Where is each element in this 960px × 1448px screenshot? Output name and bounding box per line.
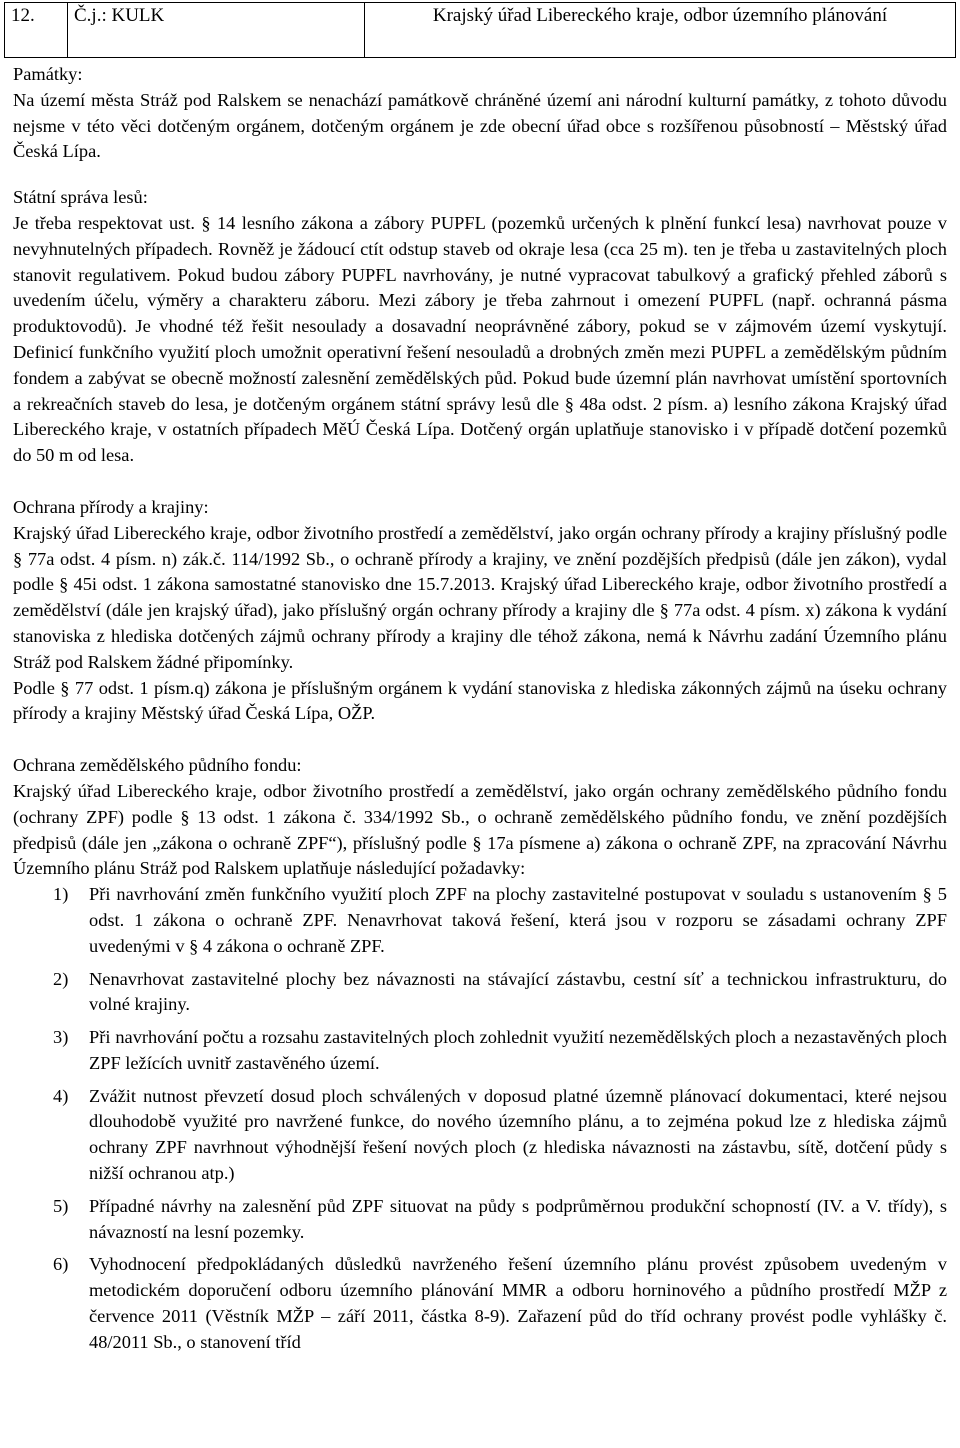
section-text-zpf: Krajský úřad Libereckého kraje, odbor životního prostředí a zemědělství, jako orgán ochrany zemědělského půdního fondu (ochrany ZPF) podle § 13 odst. 1 zákona č. 334/1992 Sb., o ochraně zemědělského půdního fondu, ve znění pozdějších předpisů (dále jen „zákona o ochraně ZPF“), příslušný podle § 17a písmene a) zákona o ochraně ZPF, na zpracování Návrhu Územního plánu Stráž pod Ralskem uplatňuje následující požadavky: — [13, 780, 947, 879]
item-number: 12. — [5, 3, 68, 58]
list-item-text: Případné návrhy na zalesnění půd ZPF situovat na půdy s podprůměrnou produkční schopností (IV. a V. třídy), s návazností na lesní pozemky. — [89, 1195, 947, 1242]
list-item-number: 4) — [53, 1085, 69, 1106]
section-text-lesy: Je třeba respektovat ust. § 14 lesního zákona a zábory PUPFL (pozemků určených k plnění funkcí lesa) navrhovat pouze v nevyhnutelných případech. Rovněž je žádoucí ctít odstup staveb od okraje lesa (cca 25 m). ten je třeba u zastavitelných ploch stanovit regulativem. Pokud budou zábory PUPFL navrhovány, je nutné vypracovat tabulkový a grafický přehled záborů s uvedením účelu, výměry a charakteru záboru. Mezi zábory je třeba zahrnout i omezení PUPFL (např. ochranná pásma produktovodů). Je vhodné též řešit nesoulady a dosavadní neoprávněné zábory, pokud se v zájmovém území vyskytují. Definicí funkčního využití ploch umožnit operativní řešení nesouladů a drobných změn mezi PUPFL a zemědělským půdním fondem a zabývat se obecně možností zalesnění zemědělských půd. Pokud bude územní plán navrhovat umístění sportovních a rekreačních staveb do lesa, je dotčeným orgánem státní správy lesů dle § 48a odst. 2 písm. a) lesního zákona Krajský úřad Libereckého kraje, v ostatních případech MěÚ Česká Lípa. Dotčený orgán uplatňuje stanovisko i v případě dotčení pozemků do 50 m od lesa. — [13, 212, 947, 466]
header-table — [4, 2, 956, 58]
document-body — [13, 62, 947, 1363]
requirements-list — [13, 882, 947, 1356]
list-item-text: Při navrhování změn funkčního využití ploch ZPF na plochy zastavitelné postupovat v souladu s ustanovením § 5 odst. 1 zákona o ochraně ZPF. Nenavrhovat taková řešení, která jsou v rozporu se zásadami ochrany ZPF uvedenými v § 4 zákona o ochraně ZPF. — [89, 884, 947, 956]
list-item-text: Při navrhování počtu a rozsahu zastavitelných ploch zohlednit využití nezemědělských ploch a nezastavěných ploch ZPF ležících uvnitř zastavěného území. — [89, 1027, 947, 1073]
list-item-number: 6) — [53, 1254, 69, 1275]
list-item-number: 5) — [53, 1195, 69, 1216]
section-heading-zpf: Ochrana zemědělského půdního fondu: — [13, 755, 302, 776]
list-item — [13, 1194, 947, 1246]
list-item — [13, 1084, 947, 1187]
section-heading-lesy: Státní správa lesů: — [13, 187, 148, 208]
list-item-number: 2) — [53, 968, 69, 989]
list-item-text: Nenavrhovat zastavitelné plochy bez návaznosti na stávající zástavbu, cestní síť a technickou infrastrukturu, do volné krajiny. — [89, 968, 947, 1015]
list-item — [13, 967, 947, 1019]
list-item — [13, 882, 947, 959]
list-item-number: 3) — [53, 1027, 69, 1048]
list-item — [13, 1252, 947, 1355]
section-heading-priroda: Ochrana přírody a krajiny: — [13, 496, 209, 517]
list-item-number: 1) — [53, 884, 69, 905]
authority-name: Krajský úřad Libereckého kraje, odbor územního plánování — [365, 3, 956, 58]
section-text-priroda-2: Podle § 77 odst. 1 písm.q) zákona je příslušným orgánem k vydání stanoviska z hlediska zákonných zájmů na úseku ochrany přírody a krajiny Městský úřad Česká Lípa, OŽP. — [13, 677, 947, 724]
section-text-priroda: Krajský úřad Libereckého kraje, odbor životního prostředí a zemědělství, jako orgán ochrany přírody a krajiny příslušný podle § 77a odst. 4 písm. n) zák.č. 114/1992 Sb., o ochraně přírody a krajiny, ve znění pozdějších předpisů (dále jen zákon), vydal podle § 45i odst. 1 zákona samostatné stanovisko dne 15.7.2013. Krajský úřad Libereckého kraje, odbor životního prostředí a zemědělství (dále jen krajský úřad), jako příslušný orgán ochrany přírody a krajiny dle § 77a odst. 4 písm. x) zákona k vydání stanoviska z hlediska dotčených zájmů ochrany přírody a krajiny dle téhož zákona, nemá k Návrhu zadání Územního plánu Stráž pod Ralskem žádné připomínky. — [13, 522, 947, 672]
section-heading-pamatky: Památky: — [13, 64, 83, 84]
list-item — [13, 1025, 947, 1077]
reference-number: Č.j.: KULK — [68, 3, 365, 58]
list-item-text: Vyhodnocení předpokládaných důsledků navrženého řešení územního plánu provést způsobem uvedeným v metodickém doporučení odboru územního plánování MMR a odboru horninového a půdního prostředí MŽP z července 2011 (Věstník MŽP – září 2011, částka 8-9). Zařazení půd do tříd ochrany provést podle vyhlášky č. 48/2011 Sb., o stanovení tříd — [89, 1254, 947, 1352]
list-item-text: Zvážit nutnost převzetí dosud ploch schválených v doposud platné územně plánovací dokumentaci, které nejsou dlouhodobě využité pro navržené funkce, do nového územního plánu, a to zejména pokud lze z hlediska zájmů ochrany ZPF navrhnout výhodnější řešení nových ploch (z hlediska návaznosti na zástavbu, sítě, dotčení půdy s nižší ochranou atp.) — [89, 1085, 947, 1184]
section-text-pamatky: Na území města Stráž pod Ralskem se nenachází památkově chráněné území ani národní kulturní památky, z tohoto důvodu nejsme v této věci dotčeným orgánem, dotčeným orgánem je zde obecní úřad obce s rozšířenou působností – Městský úřad Česká Lípa. — [13, 89, 947, 162]
